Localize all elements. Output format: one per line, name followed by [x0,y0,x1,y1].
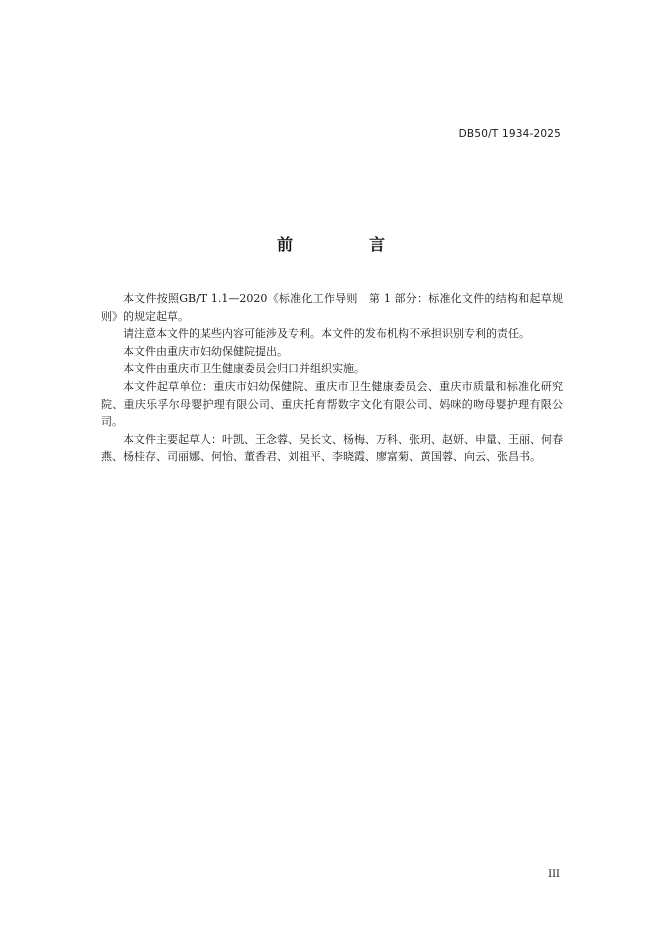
paragraph-patent-notice: 请注意本文件的某些内容可能涉及专利。本文件的发布机构不承担识别专利的责任。 [123,327,530,341]
page-number: III [548,869,560,880]
page-title: 前 言 [276,235,415,254]
paragraph-proposer: 本文件由重庆市妇幼保健院提出。 [123,344,288,358]
paragraph-administrator: 本文件由重庆市卫生健康委员会归口并组织实施。 [123,362,365,376]
standard-code: DB50/T 1934-2025 [458,128,561,140]
paragraph-drafting-rules: 本文件按照GB/T 1.1—2020《标准化工作导则 第 1 部分：标准化文件的结构和起草规则》的规定起草。 [101,292,563,323]
foreword-body [101,290,563,466]
paragraph-drafting-units: 本文件起草单位：重庆市妇幼保健院、重庆市卫生健康委员会、重庆市质量和标准化研究院、重庆乐孚尔母婴护理有限公司、重庆托育帮数字文化有限公司、妈咪的吻母婴护理有限公司。 [101,379,563,429]
paragraph-drafters: 本文件主要起草人：叶凯、王念蓉、吴长文、杨梅、万科、张玥、赵妍、申量、王丽、何春燕、杨桂存、司丽娜、何怡、董香君、刘祖平、李晓霞、廖富菊、黄国蓉、向云、张昌书。 [101,432,563,464]
